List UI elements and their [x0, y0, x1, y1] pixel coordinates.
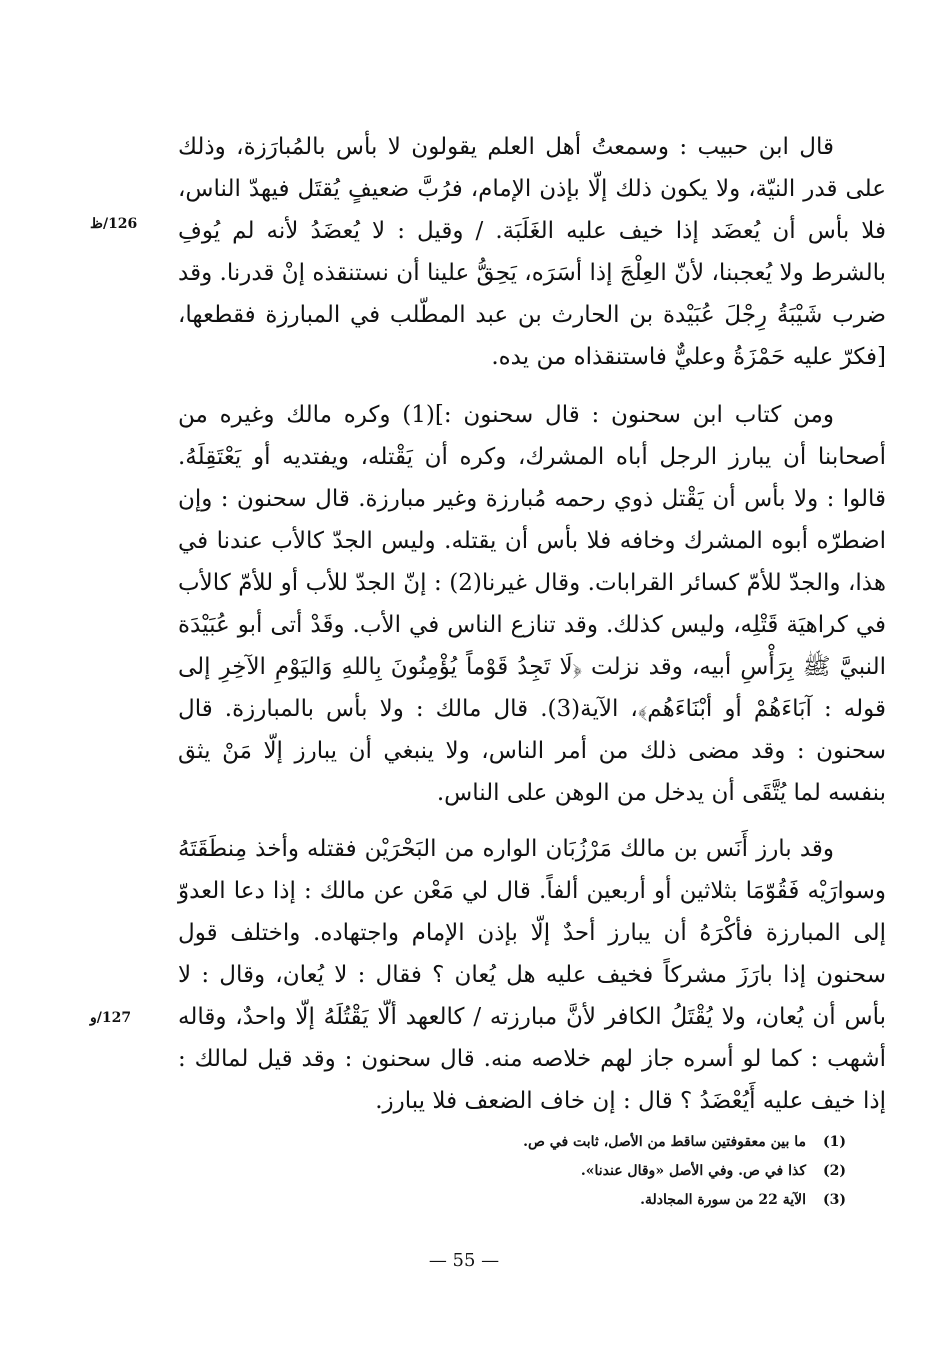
paragraph-kitab-ibn-sahnun: ومن كتاب ابن سحنون : قال سحنون :](1) وكره مالك وغيره من أصحابنا أن يبارز الرجل أباه المشرك، وكره أن يَقْتله، ويفتديه أو يَعْتَقِلَهُ. قالوا : ولا بأس أن يَقْتل ذوي رحمه مُبارزة وغير مبارزة. قال سحنون : وإن اضطرّه أبوه المشرك وخافه فلا بأس أن يقتله. وليس الجدّ كالأب عندنا في هذا، والجدّ للأمّ كسائر القرابات. وقال غيرنا(2) : إنّ الجدّ للأب أو للأمّ كالأب في كراهيَة قَتْلِه، وليس كذلك. وقد تنازع الناس في الأب. وقَدْ أتى أبو عُبَيْدَة النبيَّ ﷺ بِرَأْسِ أبيه، وقد نزلت ﴿لَا تَجِدُ قَوْماً يُؤْمِنُونَ بِاللهِ وَاليَوْمِ الآخِرِ إلى قوله : آبَاءَهُمْ أو أبْنَاءَهُم﴾، الآية(3). قال مالك : ولا بأس بالمبارزة. قال سحنون : وقد مضى ذلك من أمر الناس، ولا ينبغي أن يبارز إلّا مَنْ يثق بنفسه لما يُتَّقَى أن يدخل من الوهن على الناس.	[178, 402, 886, 806]
footnote-text: ما بين معقوفتين ساقط من الأصل، ثابت في ص.	[523, 1134, 806, 1150]
paragraph-ibn-habib: قال ابن حبيب : وسمعتُ أهل العلم يقولون لا بأس بالمُبارَزة، وذلك على قدر النيّة، ولا يكون ذلك إلّا بإذن الإمام، فرُبَّ ضعيفٍ يُقتَل فيهدّ الناس، فلا بأس أن يُعضَد إذا خيف عليه الغَلَبَة. / وقيل : لا يُعضَدُ لأنه لم يُوفِ بالشرط ولا يُعجبنا، لأنّ العِلْجَ إذا أسَرَه، يَحِقُّ علينا أن نستنقذه إنْ قدرنا. وقد ضرب شَيْبَةُ رِجْلَ عُبَيْدة بن الحارث بن عبد المطّلب في المبارزة فقطعها، [فكرّ عليه حَمْزَةُ وعليٌّ فاستنقذاه من يده.	[178, 134, 886, 370]
footnote-number: (1)	[823, 1134, 846, 1150]
footnote-item	[320, 1128, 846, 1157]
footnote-text: الآية 22 من سورة المجادلة.	[640, 1192, 806, 1208]
footnote-number: (3)	[823, 1192, 846, 1208]
footnotes	[320, 1128, 846, 1215]
footnote-item	[320, 1186, 846, 1215]
margin-folio-note: 126/ظ	[90, 216, 138, 232]
footnote-text: كذا في ص. وفي الأصل «وقال عندنا».	[580, 1163, 806, 1179]
footnote-number: (2)	[823, 1163, 846, 1179]
footnote-item	[320, 1157, 846, 1186]
margin-folio-note: 127/و	[90, 1010, 132, 1026]
paragraph-anas-bin-malik: وقد بارز أَنَس بن مالك مَرْزُبَان الواره من البَحْرَيْن فقتله وأخذ مِنطَقَتَهُ وسوارَيْه فَقُوّمَا بثلاثين أو أربعين ألفاً. قال لي مَعْن عن مالك : إذا دعا العدوّ إلى المبارزة فأكْرَهُ أن يبارز أحدٌ إلّا بإذن الإمام واجتهاده. واختلف قول سحنون إذا بارَزَ مشركاً فخيف عليه هل يُعان ؟ فقال : لا يُعان، وقال : لا بأس أن يُعان، ولا يُقْتَلُ الكافر لأنَّ مبارزته / كالعهد ألّا يَقْتُلَهُ إلّا واحدٌ، وقاله أشهب : كما لو أسره جاز لهم خلاصه منه. قال سحنون : وقد قيل لمالك : إذا خيف عليه أَيُعْضَدُ ؟ قال : إن خاف الضعف فلا يبارز.	[178, 836, 886, 1114]
page-number: — 55 —	[428, 1250, 500, 1271]
main-text	[178, 126, 886, 1136]
